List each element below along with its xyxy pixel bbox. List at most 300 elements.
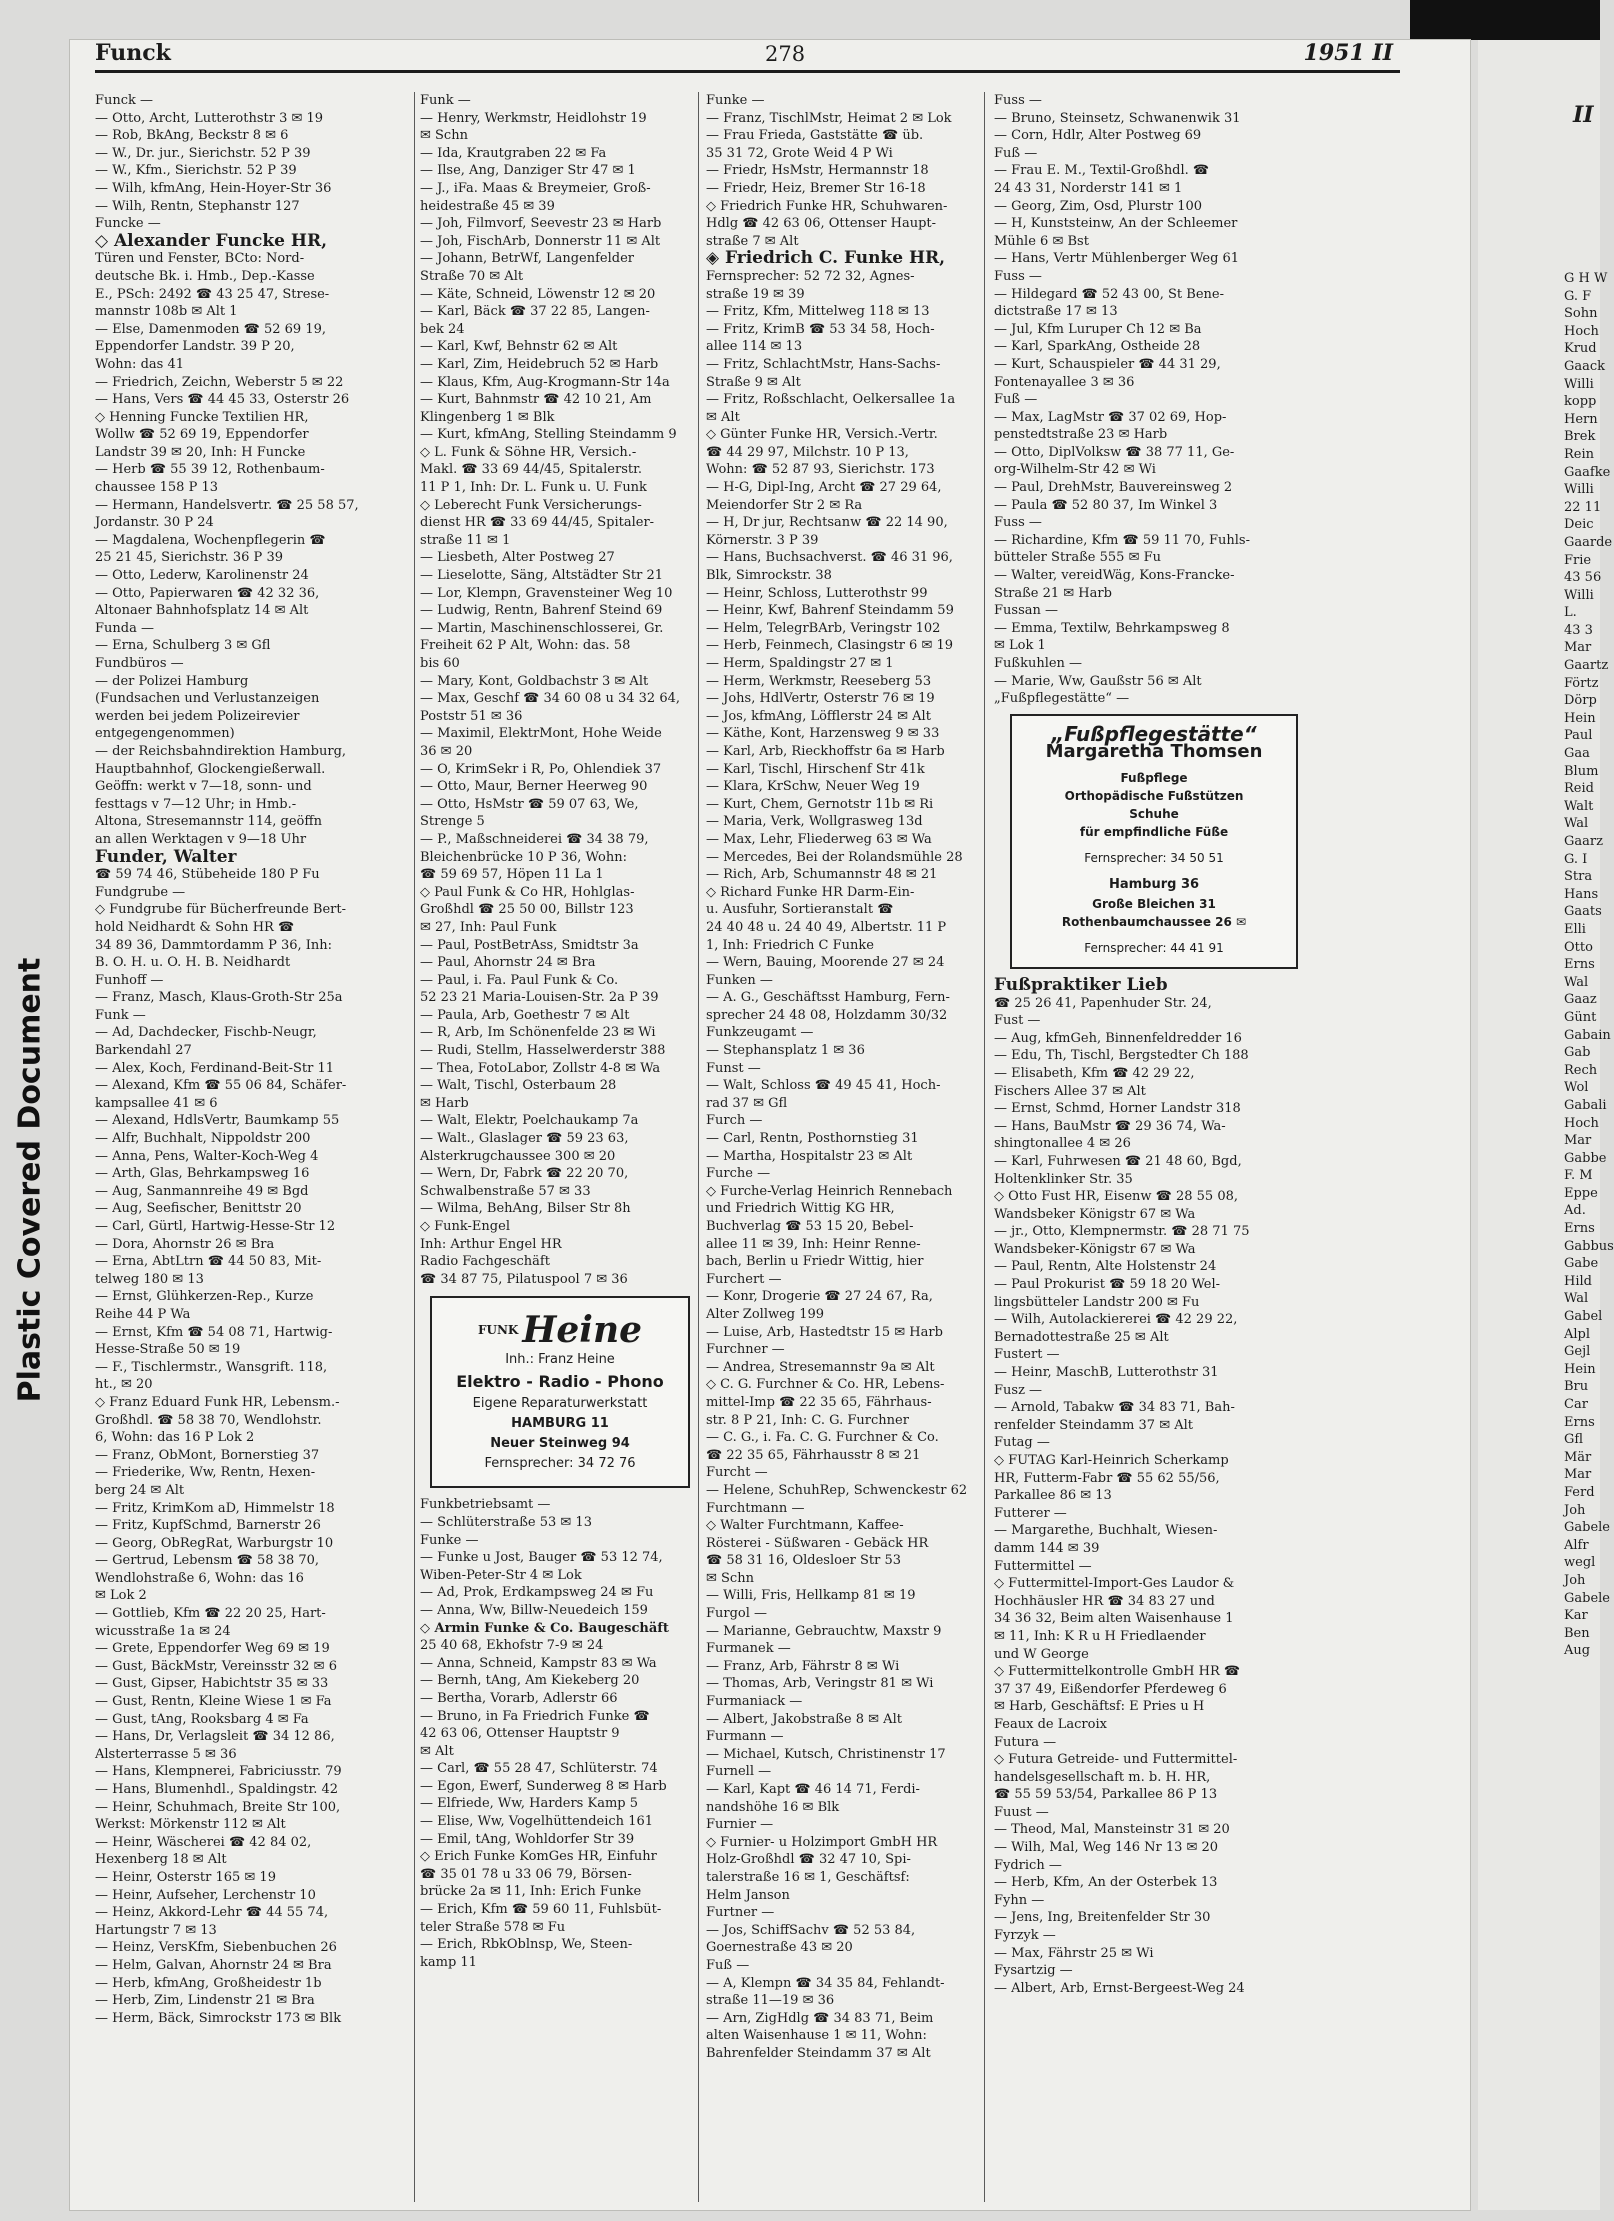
directory-entry: — Ernst, Glühkerzen-Rep., Kurze (95, 1289, 314, 1305)
directory-entry: ☎ 58 31 16, Oldesloer Str 53 (706, 1553, 902, 1569)
directory-entry: — Georg, Zim, Osd, Plurstr 100 (994, 198, 1203, 214)
directory-entry: Funck — (95, 93, 154, 108)
directory-entry: — Gust, Gipser, Habichtstr 35 ✉ 33 (95, 1676, 329, 1692)
ad-street: Große Bleichen 31 (1092, 896, 1216, 911)
directory-entry: — Hans, Klempnerei, Fabriciusstr. 79 (95, 1764, 342, 1780)
directory-entry: Fußpraktiker Lieb (994, 974, 1168, 995)
directory-entry: Poststr 51 ✉ 36 (420, 708, 523, 724)
ad-workshop: Eigene Reparaturwerkstatt (472, 1396, 648, 1412)
ad-owner: Inh.: Franz Heine (505, 1352, 615, 1368)
directory-entry: ◇ Günter Funke HR, Versich.-Vertr. (706, 427, 938, 443)
directory-entry: heidestraße 45 ✉ 39 (420, 198, 555, 214)
directory-entry: — Paul Prokurist ☎ 59 18 20 Wel- (994, 1277, 1221, 1293)
directory-entry: — Karl, Kwf, Behnstr 62 ✉ Alt (420, 339, 618, 355)
directory-entry: Fuust — (994, 1804, 1049, 1820)
directory-entry: ◇ Furnier- u Holzimport GmbH HR (706, 1834, 938, 1850)
directory-entry: ✉ Alt (706, 409, 740, 425)
directory-entry: — Bernh, tAng, Am Kiekeberg 20 (420, 1673, 640, 1689)
directory-entry: Goernestraße 43 ✉ 20 (706, 1940, 853, 1956)
directory-entry: — Erich, Kfm ☎ 59 60 11, Fuhlsbüt- (420, 1902, 662, 1918)
directory-entry: u. Ausfuhr, Sortieranstalt ☎ (706, 902, 894, 918)
directory-entry: — Mercedes, Bei der Rolandsmühle 28 (706, 849, 963, 865)
directory-entry: — Heinz, VersKfm, Siebenbuchen 26 (95, 1940, 337, 1956)
directory-entry: — Theod, Mal, Mansteinstr 31 ✉ 20 (994, 1822, 1230, 1838)
ad-phone: Fernsprecher: 34 72 76 (484, 1456, 636, 1472)
directory-entry: Wandsbeker-Königstr 67 ✉ Wa (994, 1241, 1196, 1257)
directory-entry: — Otto, Archt, Lutterothstr 3 ✉ 19 (95, 110, 324, 126)
directory-entry: — A, Klempn ☎ 34 35 84, Fehlandt- (706, 1975, 945, 1991)
directory-entry: — Franz, Masch, Klaus-Groth-Str 25a (95, 990, 343, 1006)
directory-entry: — Aug, Sanmannreihe 49 ✉ Bgd (95, 1183, 309, 1199)
facing-page-fragment: Otto (1564, 939, 1593, 955)
facing-page-edge (1478, 40, 1614, 2210)
directory-entry: — Hildegard ☎ 52 43 00, St Bene- (994, 286, 1224, 302)
facing-page-fragment: Mär (1564, 1449, 1592, 1465)
directory-entry: Wollw ☎ 52 69 19, Eppendorfer (95, 427, 309, 443)
facing-page-fragment: Dörp (1564, 693, 1597, 709)
directory-entry: und Friedrich Wittig KG HR, (706, 1201, 895, 1217)
directory-entry: Fuss — (994, 268, 1042, 284)
directory-entry: — O, KrimSekr i R, Po, Ohlendiek 37 (420, 761, 662, 777)
directory-entry: — Bruno, Steinsetz, Schwanenwik 31 (994, 110, 1241, 126)
directory-entry: Bleichenbrücke 10 P 36, Wohn: (420, 849, 627, 865)
directory-entry: ◇ Alexander Funcke HR, (95, 230, 328, 251)
directory-entry: Schwalbenstraße 57 ✉ 33 (420, 1183, 591, 1199)
facing-page-fragment: Stra (1564, 869, 1593, 885)
directory-entry: Fernsprecher: 52 72 32, Agnes- (706, 268, 915, 284)
directory-entry: Hochhäusler HR ☎ 34 83 27 und (994, 1593, 1215, 1609)
directory-entry: bütteler Straße 555 ✉ Fu (994, 550, 1162, 566)
directory-entry: — Richardine, Kfm ☎ 59 11 70, Fuhls- (994, 532, 1250, 548)
directory-entry: ◇ Futtermittelkontrolle GmbH HR ☎ (994, 1664, 1241, 1680)
directory-entry: — Otto, Papierwaren ☎ 42 32 36, (95, 585, 320, 601)
directory-entry: Furch — (706, 1113, 763, 1129)
directory-entry: — Thea, FotoLabor, Zollstr 4-8 ✉ Wa (420, 1060, 661, 1076)
directory-entry: werden bei jedem Polizeirevier (95, 708, 300, 724)
directory-entry: Barkendahl 27 (95, 1043, 192, 1059)
directory-entry: — Heinr, Schuhmach, Breite Str 100, (95, 1799, 341, 1815)
directory-entry: — Jul, Kfm Luruper Ch 12 ✉ Ba (994, 321, 1202, 337)
directory-entry: — Heinr, Kwf, Bahrenf Steindamm 59 (706, 603, 954, 619)
directory-entry: — Herb, Kfm, An der Osterbek 13 (994, 1875, 1218, 1891)
directory-entry: — Arth, Glas, Behrkampsweg 16 (95, 1166, 310, 1182)
directory-entry: — Karl, Fuhrwesen ☎ 21 48 60, Bgd, (994, 1153, 1242, 1169)
directory-entry: 25 40 68, Ekhofstr 7-9 ✉ 24 (420, 1638, 604, 1654)
column-divider (984, 92, 985, 2202)
directory-entry: — Kurt, Bahnmstr ☎ 42 10 21, Am (420, 392, 652, 408)
directory-entry: — Emil, tAng, Wohldorfer Str 39 (420, 1831, 635, 1847)
facing-page-fragment: Joh (1564, 1502, 1586, 1518)
directory-entry: — Herb, Zim, Lindenstr 21 ✉ Bra (95, 1993, 315, 2009)
directory-entry: ☎ 44 29 97, Milchstr. 10 P 13, (706, 444, 909, 460)
facing-page-fragment: Erns (1564, 1221, 1595, 1237)
directory-entry: Funcke — (95, 216, 161, 232)
header-rule (95, 70, 1400, 73)
directory-entry: — Konr, Drogerie ☎ 27 24 67, Ra, (706, 1289, 933, 1305)
directory-entry: Futag — (994, 1435, 1050, 1451)
ad-service: Fußpflege (1120, 770, 1188, 785)
ad-street: Rothenbaumchaussee 26 ✉ (1061, 914, 1247, 929)
facing-page-fragment: Hild (1564, 1273, 1592, 1289)
directory-entry: — Lor, Klempn, Gravensteiner Weg 10 (420, 585, 673, 601)
directory-entry: Fydrich — (994, 1857, 1062, 1873)
facing-page-fragment: Car (1564, 1397, 1588, 1412)
directory-entry: — jr., Otto, Klempnermstr. ☎ 28 71 75 (994, 1224, 1250, 1240)
directory-entry: — Max, Lehr, Fliederweg 63 ✉ Wa (706, 831, 932, 847)
directory-entry: ◇ Fundgrube für Bücherfreunde Bert- (95, 902, 346, 918)
directory-entry: — Hans, BauMstr ☎ 29 36 74, Wa- (994, 1118, 1226, 1134)
directory-entry: — Johs, HdlVertr, Osterstr 76 ✉ 19 (706, 691, 935, 707)
directory-entry: ◇ Erich Funke KomGes HR, Einfuhr (420, 1849, 657, 1865)
directory-entry: Alter Zollweg 199 (706, 1306, 825, 1322)
directory-entry: Funst — (706, 1060, 761, 1076)
ad-service: für empfindliche Füße (1079, 824, 1229, 839)
directory-entry: 1, Inh: Friedrich C Funke (706, 937, 874, 953)
directory-entry: — Georg, ObRegRat, Warburgstr 10 (95, 1535, 334, 1551)
directory-entry: — A. G., Geschäftsst Hamburg, Fern- (706, 990, 950, 1006)
directory-entry: — Hans, Buchsachverst. ☎ 46 31 96, (706, 550, 953, 566)
directory-entry: — Michael, Kutsch, Christinenstr 17 (706, 1746, 946, 1762)
facing-page-fragment: L. (1564, 605, 1577, 621)
facing-page-fragment: Ben (1564, 1625, 1590, 1641)
directory-entry: Straße 21 ✉ Harb (994, 585, 1112, 601)
directory-entry: — Carl, ☎ 55 28 47, Schlüterstr. 74 (420, 1761, 658, 1777)
facing-page-fragment: Gabe (1564, 1256, 1599, 1272)
directory-entry: Fischers Allee 37 ✉ Alt (994, 1083, 1146, 1099)
facing-page-fragment: Alfr (1564, 1537, 1589, 1553)
directory-entry: — J., iFa. Maas & Breymeier, Groß- (420, 180, 651, 196)
directory-entry: E., PSch: 2492 ☎ 43 25 47, Strese- (95, 286, 330, 302)
directory-entry: ◇ Furche-Verlag Heinrich Rennebach (706, 1183, 953, 1199)
directory-entry: — Gertrud, Lebensm ☎ 58 38 70, (95, 1553, 320, 1569)
directory-entry: straße 7 ✉ Alt (706, 233, 799, 249)
directory-entry: sprecher 24 48 08, Holzdamm 30/32 (706, 1007, 948, 1023)
directory-entry: handelsgesellschaft m. b. H. HR, (994, 1769, 1211, 1785)
directory-entry: Wandsbeker Königstr 67 ✉ Wa (994, 1206, 1196, 1222)
directory-entry: ☎ 34 87 75, Pilatuspool 7 ✉ 36 (420, 1271, 628, 1287)
directory-entry: — Mary, Kont, Goldbachstr 3 ✉ Alt (420, 673, 649, 689)
directory-entry: — Funke u Jost, Bauger ☎ 53 12 74, (420, 1550, 663, 1566)
directory-entry: — der Polizei Hamburg (95, 673, 249, 689)
directory-entry: Geöffn: werkt v 7—18, sonn- und (95, 779, 312, 795)
directory-entry: — Walt., Glaslager ☎ 59 23 63, (420, 1131, 629, 1147)
directory-entry: Funda — (95, 620, 154, 636)
facing-page-fragment: Gabain (1564, 1027, 1611, 1043)
directory-entry: Furchner — (706, 1342, 785, 1358)
directory-entry: Fysartzig — (994, 1963, 1073, 1979)
directory-entry: — Helene, SchuhRep, Schwenckestr 62 (706, 1482, 968, 1498)
directory-entry: — Alexand, Kfm ☎ 55 06 84, Schäfer- (95, 1078, 347, 1094)
ad-service: Schuhe (1129, 806, 1179, 821)
facing-page-fragments (1564, 270, 1614, 1660)
directory-entry: — Anna, Ww, Billw-Neuedeich 159 (420, 1602, 648, 1618)
directory-entry: — Paul, Rentn, Alte Holstenstr 24 (994, 1259, 1217, 1275)
directory-entry: — Stephansplatz 1 ✉ 36 (706, 1043, 865, 1059)
directory-entry: — Max, Fährstr 25 ✉ Wi (994, 1945, 1154, 1961)
directory-entry: — Otto, DiplVolksw ☎ 38 77 11, Ge- (994, 444, 1235, 460)
directory-entry: renfelder Steindamm 37 ✉ Alt (994, 1417, 1193, 1433)
directory-entry: — Erich, RbkOblnsp, We, Steen- (420, 1937, 633, 1953)
directory-entry: — Fritz, KrimB ☎ 53 34 58, Hoch- (706, 321, 935, 337)
directory-entry: allee 11 ✉ 39, Inh: Heinr Renne- (706, 1236, 921, 1252)
directory-entry: — Franz, ObMont, Bornerstieg 37 (95, 1447, 320, 1463)
facing-page-fragment: Rech (1564, 1062, 1598, 1078)
directory-entry: alten Waisenhause 1 ✉ 11, Wohn: (706, 2028, 927, 2044)
directory-entry: 35 31 72, Grote Weid 4 P Wi (706, 145, 893, 161)
directory-entry: — P., Maßschneiderei ☎ 34 38 79, (420, 831, 649, 847)
facing-page-fragment: Ferd (1564, 1484, 1595, 1500)
directory-entry: — W., Dr. jur., Sierichstr. 52 P 39 (95, 145, 311, 161)
directory-entry: ☎ 59 74 46, Stübeheide 180 P Fu (95, 867, 320, 883)
directory-entry: — Helm, Galvan, Ahornstr 24 ✉ Bra (95, 1957, 332, 1973)
directory-entry: — Magdalena, Wochenpflegerin ☎ (95, 532, 326, 548)
directory-entry: Futtermittel — (994, 1558, 1092, 1574)
facing-page-fragment: Gaaz (1564, 992, 1597, 1008)
facing-page-fragment: Hern (1564, 411, 1598, 427)
directory-entry: Hesse-Straße 50 ✉ 19 (95, 1342, 241, 1358)
directory-entry: Hdlg ☎ 42 63 06, Ottenser Haupt- (706, 216, 937, 232)
directory-entry: — Ad, Dachdecker, Fischb-Neugr, (95, 1025, 317, 1041)
directory-entry: — Carl, Gürtl, Hartwig-Hesse-Str 12 (95, 1219, 336, 1234)
directory-entry: ✉ Schn (706, 1570, 754, 1586)
directory-entry: — Egon, Ewerf, Sunderweg 8 ✉ Harb (420, 1778, 667, 1794)
directory-entry: ✉ 27, Inh: Paul Funk (420, 919, 557, 935)
facing-page-fragment: kopp (1564, 394, 1597, 410)
directory-entry: mannstr 108b ✉ Alt 1 (95, 304, 238, 320)
directory-entry: Blk, Simrockstr. 38 (706, 568, 832, 584)
advertisement-funk-heine (430, 1296, 690, 1488)
directory-entry: und W George (994, 1646, 1089, 1662)
ad-city: HAMBURG 11 (511, 1416, 609, 1432)
directory-entry: — Paul, i. Fa. Paul Funk & Co. (420, 972, 619, 988)
directory-entry: Funken — (706, 972, 773, 988)
facing-page-fragment: Gabali (1564, 1097, 1607, 1113)
directory-entry: — Luise, Arb, Hastedtstr 15 ✉ Harb (706, 1324, 943, 1340)
directory-entry: — Karl, Zim, Heidebruch 52 ✉ Harb (420, 356, 659, 372)
facing-page-fragment: Mar (1564, 1467, 1592, 1483)
directory-entry: kamp 11 (420, 1954, 477, 1970)
directory-entry: — Elisabeth, Kfm ☎ 42 29 22, (994, 1065, 1195, 1081)
directory-entry: — Elfriede, Ww, Harders Kamp 5 (420, 1796, 638, 1812)
directory-entry: — Otto, Lederw, Karolinenstr 24 (95, 568, 309, 584)
directory-entry: 34 36 32, Beim alten Waisenhause 1 (994, 1611, 1234, 1627)
facing-page-fragment: Elli (1564, 921, 1586, 937)
directory-entry: — Marie, Ww, Gaußstr 56 ✉ Alt (994, 673, 1202, 689)
directory-entry: ◇ Funk-Engel (420, 1219, 510, 1234)
directory-entry: — Wilh, Autolackiererei ☎ 42 29 22, (994, 1312, 1238, 1328)
directory-entry: ◈ Friedrich C. Funke HR, (706, 248, 946, 269)
facing-page-fragment: Krud (1564, 341, 1597, 357)
directory-entry: ✉ Schn (420, 128, 468, 144)
directory-entry: — Willi, Fris, Hellkamp 81 ✉ 19 (706, 1588, 916, 1604)
directory-entry: Fuß — (706, 1957, 750, 1973)
directory-entry: str. 8 P 21, Inh: C. G. Furchner (706, 1412, 909, 1428)
directory-entry: — Klaus, Kfm, Aug-Krogmann-Str 14a (420, 374, 670, 390)
directory-entry: — Max, Geschf ☎ 34 60 08 u 34 32 64, (420, 691, 681, 707)
facing-page-fragment: Erns (1564, 1414, 1595, 1430)
directory-entry: — Grete, Eppendorfer Weg 69 ✉ 19 (95, 1641, 330, 1657)
directory-entry: — Frau Frieda, Gaststätte ☎ üb. (706, 128, 924, 144)
directory-entry: — W., Kfm., Sierichstr. 52 P 39 (95, 163, 297, 179)
directory-entry: lingsbütteler Landstr 200 ✉ Fu (994, 1294, 1200, 1310)
advertisement-fusspflege (1010, 714, 1298, 969)
directory-entry: — Joh, Filmvorf, Seevestr 23 ✉ Harb (420, 216, 662, 232)
directory-entry: — Helm, TelegrBArb, Veringstr 102 (706, 620, 941, 636)
directory-entry: — Ernst, Schmd, Horner Landstr 318 (994, 1101, 1241, 1117)
directory-entry: entgegengenommen) (95, 726, 235, 742)
directory-entry: — Arn, ZigHdlg ☎ 34 83 71, Beim (706, 2010, 934, 2026)
directory-entry: — Aug, Seefischer, Benittstr 20 (95, 1201, 302, 1217)
directory-entry: — Erna, Schulberg 3 ✉ Gfl (95, 638, 271, 654)
directory-entry: Fontenayallee 3 ✉ 36 (994, 374, 1135, 390)
directory-entry: Buchverlag ☎ 53 15 20, Bebel- (706, 1219, 914, 1234)
directory-entry: Fundgrube — (95, 884, 186, 900)
directory-entry: Funder, Walter (95, 846, 237, 867)
directory-entry: festtags v 7—12 Uhr; in Hmb.- (95, 796, 297, 812)
directory-entry: Fyrzyk — (994, 1928, 1056, 1944)
facing-page-fragment: Gaartz (1564, 658, 1609, 674)
facing-page-fragment: Hein (1564, 710, 1596, 726)
facing-page-fragment: Gaarde (1564, 534, 1613, 550)
directory-entry: Hauptbahnhof, Glockengießerwall. (95, 761, 326, 777)
directory-entry: an allen Werktagen v 9—18 Uhr (95, 831, 307, 847)
directory-entry: — Edu, Th, Tischl, Bergstedter Ch 188 (994, 1048, 1249, 1064)
directory-entry: Eppendorfer Landstr. 39 P 20, (95, 339, 295, 355)
directory-entry: — Alfr, Buchhalt, Nippoldstr 200 (95, 1131, 311, 1147)
directory-entry: Fyhn — (994, 1892, 1045, 1908)
directory-entry: dictstraße 17 ✉ 13 (994, 304, 1118, 320)
directory-entry: — Jens, Ing, Breitenfelder Str 30 (994, 1910, 1211, 1926)
directory-entry: — Wilh, kfmAng, Hein-Hoyer-Str 36 (95, 180, 332, 196)
facing-page-fragment: Rein (1564, 446, 1595, 462)
directory-entry: Funk — (420, 93, 471, 108)
directory-entry: 36 ✉ 20 (420, 743, 473, 759)
directory-entry: Meiendorfer Str 2 ✉ Ra (706, 497, 863, 513)
directory-entry: — H-G, Dipl-Ing, Archt ☎ 27 29 64, (706, 480, 942, 496)
ad-service: Orthopädische Fußstützen (1064, 788, 1244, 803)
directory-entry: — Walter, vereidWäg, Kons-Francke- (994, 568, 1235, 584)
directory-entry: Körnerstr. 3 P 39 (706, 532, 819, 548)
facing-page-fragment: Wal (1564, 816, 1589, 832)
directory-entry: Fuß — (994, 145, 1038, 161)
facing-page-fragment: 22 11 (1564, 499, 1602, 515)
directory-entry: — Hermann, Handelsvertr. ☎ 25 58 57, (95, 497, 359, 513)
directory-entry: ✉ Harb, Geschäftsf: E Pries u H (994, 1699, 1205, 1715)
directory-entry: — Liesbeth, Alter Postweg 27 (420, 550, 615, 566)
directory-entry: — Ernst, Kfm ☎ 54 08 71, Hartwig- (95, 1324, 333, 1340)
directory-entry: — Hans, Vertr Mühlenberger Weg 61 (994, 251, 1240, 267)
facing-page-fragment: Erns (1564, 957, 1595, 973)
directory-entry: Funke — (420, 1532, 479, 1548)
directory-entry: — Else, Damenmoden ☎ 52 69 19, (95, 321, 326, 337)
directory-entry: 24 40 48 u. 24 40 49, Albertstr. 11 P (706, 919, 947, 935)
directory-entry: Parkallee 86 ✉ 13 (994, 1488, 1112, 1504)
ad-phone: Fernsprecher: 34 50 51 (1084, 850, 1224, 865)
facing-page-fragment: Joh (1564, 1572, 1586, 1588)
facing-page-fragment: Blum (1564, 763, 1599, 779)
facing-page-fragment: Gaa (1564, 746, 1590, 762)
facing-page-fragment: 43 56 (1564, 570, 1602, 586)
facing-page-fragment: Gabbe (1564, 1150, 1607, 1166)
sidebar-label-text: Plastic Covered Document (12, 957, 48, 1403)
ad-owner: Margaretha Thomsen (1045, 741, 1263, 763)
directory-entry: — Gottlieb, Kfm ☎ 22 20 25, Hart- (95, 1606, 326, 1622)
directory-entry: — Jos, kfmAng, Löfflerstr 24 ✉ Alt (706, 708, 931, 724)
directory-entry: Fuss — (994, 93, 1042, 108)
facing-page-fragment: Willi (1564, 587, 1594, 603)
directory-entry: — Martha, Hospitalstr 23 ✉ Alt (706, 1148, 913, 1164)
directory-entry: Futterer — (994, 1505, 1067, 1521)
directory-entry: Furmann — (706, 1729, 784, 1745)
directory-entry: — Karl, Tischl, Hirschenf Str 41k (706, 761, 925, 777)
directory-entry: Funkzeugamt — (706, 1025, 814, 1041)
directory-entry: Rösterei - Süßwaren - Gebäck HR (706, 1535, 929, 1551)
directory-entry: HR, Futterm-Fabr ☎ 55 62 55/56, (994, 1470, 1220, 1486)
directory-entry: Großhdl ☎ 25 50 00, Billstr 123 (420, 902, 634, 918)
facing-page-fragment: Willi (1564, 482, 1594, 498)
directory-entry: Fundbüros — (95, 656, 184, 671)
facing-page-fragment: Ad. (1564, 1203, 1586, 1219)
directory-entry: dienst HR ☎ 33 69 44/45, Spitaler- (420, 515, 655, 531)
directory-entry: ✉ 11, Inh: K R u H Friedlaender (994, 1628, 1206, 1644)
directory-entry: Alsterkrugchaussee 300 ✉ 20 (420, 1148, 616, 1164)
directory-entry: — Paula ☎ 52 80 37, Im Winkel 3 (994, 497, 1218, 513)
directory-entry: — Corn, Hdlr, Alter Postweg 69 (994, 128, 1202, 144)
facing-page-fragment: Sohn (1564, 306, 1598, 322)
directory-entry: bis 60 (420, 656, 460, 671)
directory-entry: Radio Fachgeschäft (420, 1254, 550, 1270)
directory-entry: deutsche Bk. i. Hmb., Dep.-Kasse (95, 268, 315, 284)
directory-entry: ◇ Futtermittel-Import-Ges Laudor & (994, 1576, 1235, 1592)
facing-page-fragment: Frie (1564, 552, 1592, 568)
directory-entry: Wendlohstraße 6, Wohn: das 16 (95, 1570, 304, 1586)
directory-entry: Fußkuhlen — (994, 656, 1083, 671)
directory-entry: — C. G., i. Fa. C. G. Furchner & Co. (706, 1430, 939, 1446)
directory-entry: — Gust, Rentn, Kleine Wiese 1 ✉ Fa (95, 1694, 332, 1710)
directory-entry: Fussan — (994, 603, 1058, 619)
ad-city: Hamburg 36 (1108, 876, 1200, 892)
directory-entry: mittel-Imp ☎ 22 35 65, Fährhaus- (706, 1394, 932, 1410)
facing-page-fragment: Wal (1564, 974, 1589, 990)
facing-page-fragment: Gaafke (1564, 464, 1611, 480)
facing-page-fragment: Hein (1564, 1361, 1596, 1377)
directory-entry: straße 19 ✉ 39 (706, 286, 805, 302)
directory-entry: — Wilh, Rentn, Stephanstr 127 (95, 198, 300, 214)
directory-entry: — Ilse, Ang, Danziger Str 47 ✉ 1 (420, 163, 636, 179)
directory-entry: ☎ 25 26 41, Papenhuder Str. 24, (994, 995, 1212, 1011)
facing-page-fragment: Günt (1564, 1009, 1597, 1025)
directory-entry: Funke — (706, 93, 765, 108)
directory-entry: brücke 2a ✉ 11, Inh: Erich Funke (420, 1884, 642, 1900)
directory-entry: — Karl, SparkAng, Ostheide 28 (994, 339, 1201, 355)
directory-entry: Klingenberg 1 ✉ Blk (420, 409, 555, 425)
directory-entry: ◇ Walter Furchtmann, Kaffee- (706, 1518, 904, 1534)
facing-page-fragment: Brek (1564, 429, 1596, 445)
facing-page-fragment: G. I (1564, 851, 1588, 867)
directory-entry: — Franz, Arb, Fährstr 8 ✉ Wi (706, 1658, 900, 1674)
directory-entry: teler Straße 578 ✉ Fu (420, 1919, 566, 1935)
directory-entry: — Paul, Ahornstr 24 ✉ Bra (420, 955, 596, 971)
directory-entry: — Anna, Pens, Walter-Koch-Weg 4 (95, 1148, 319, 1164)
directory-entry: ◇ FUTAG Karl-Heinrich Scherkamp (994, 1453, 1229, 1468)
directory-entry: — Margarethe, Buchhalt, Wiesen- (994, 1523, 1218, 1539)
directory-entry: — Aug, kfmGeh, Binnenfeldredder 16 (994, 1030, 1242, 1046)
directory-entry: — Heinr, MaschB, Lutterothstr 31 (994, 1365, 1219, 1381)
directory-entry: ◇ C. G. Furchner & Co. HR, Lebens- (706, 1377, 945, 1393)
directory-entry: Funhoff — (95, 972, 164, 988)
column-3 (706, 92, 969, 2063)
facing-page-fragment: Gaarz (1564, 834, 1603, 849)
